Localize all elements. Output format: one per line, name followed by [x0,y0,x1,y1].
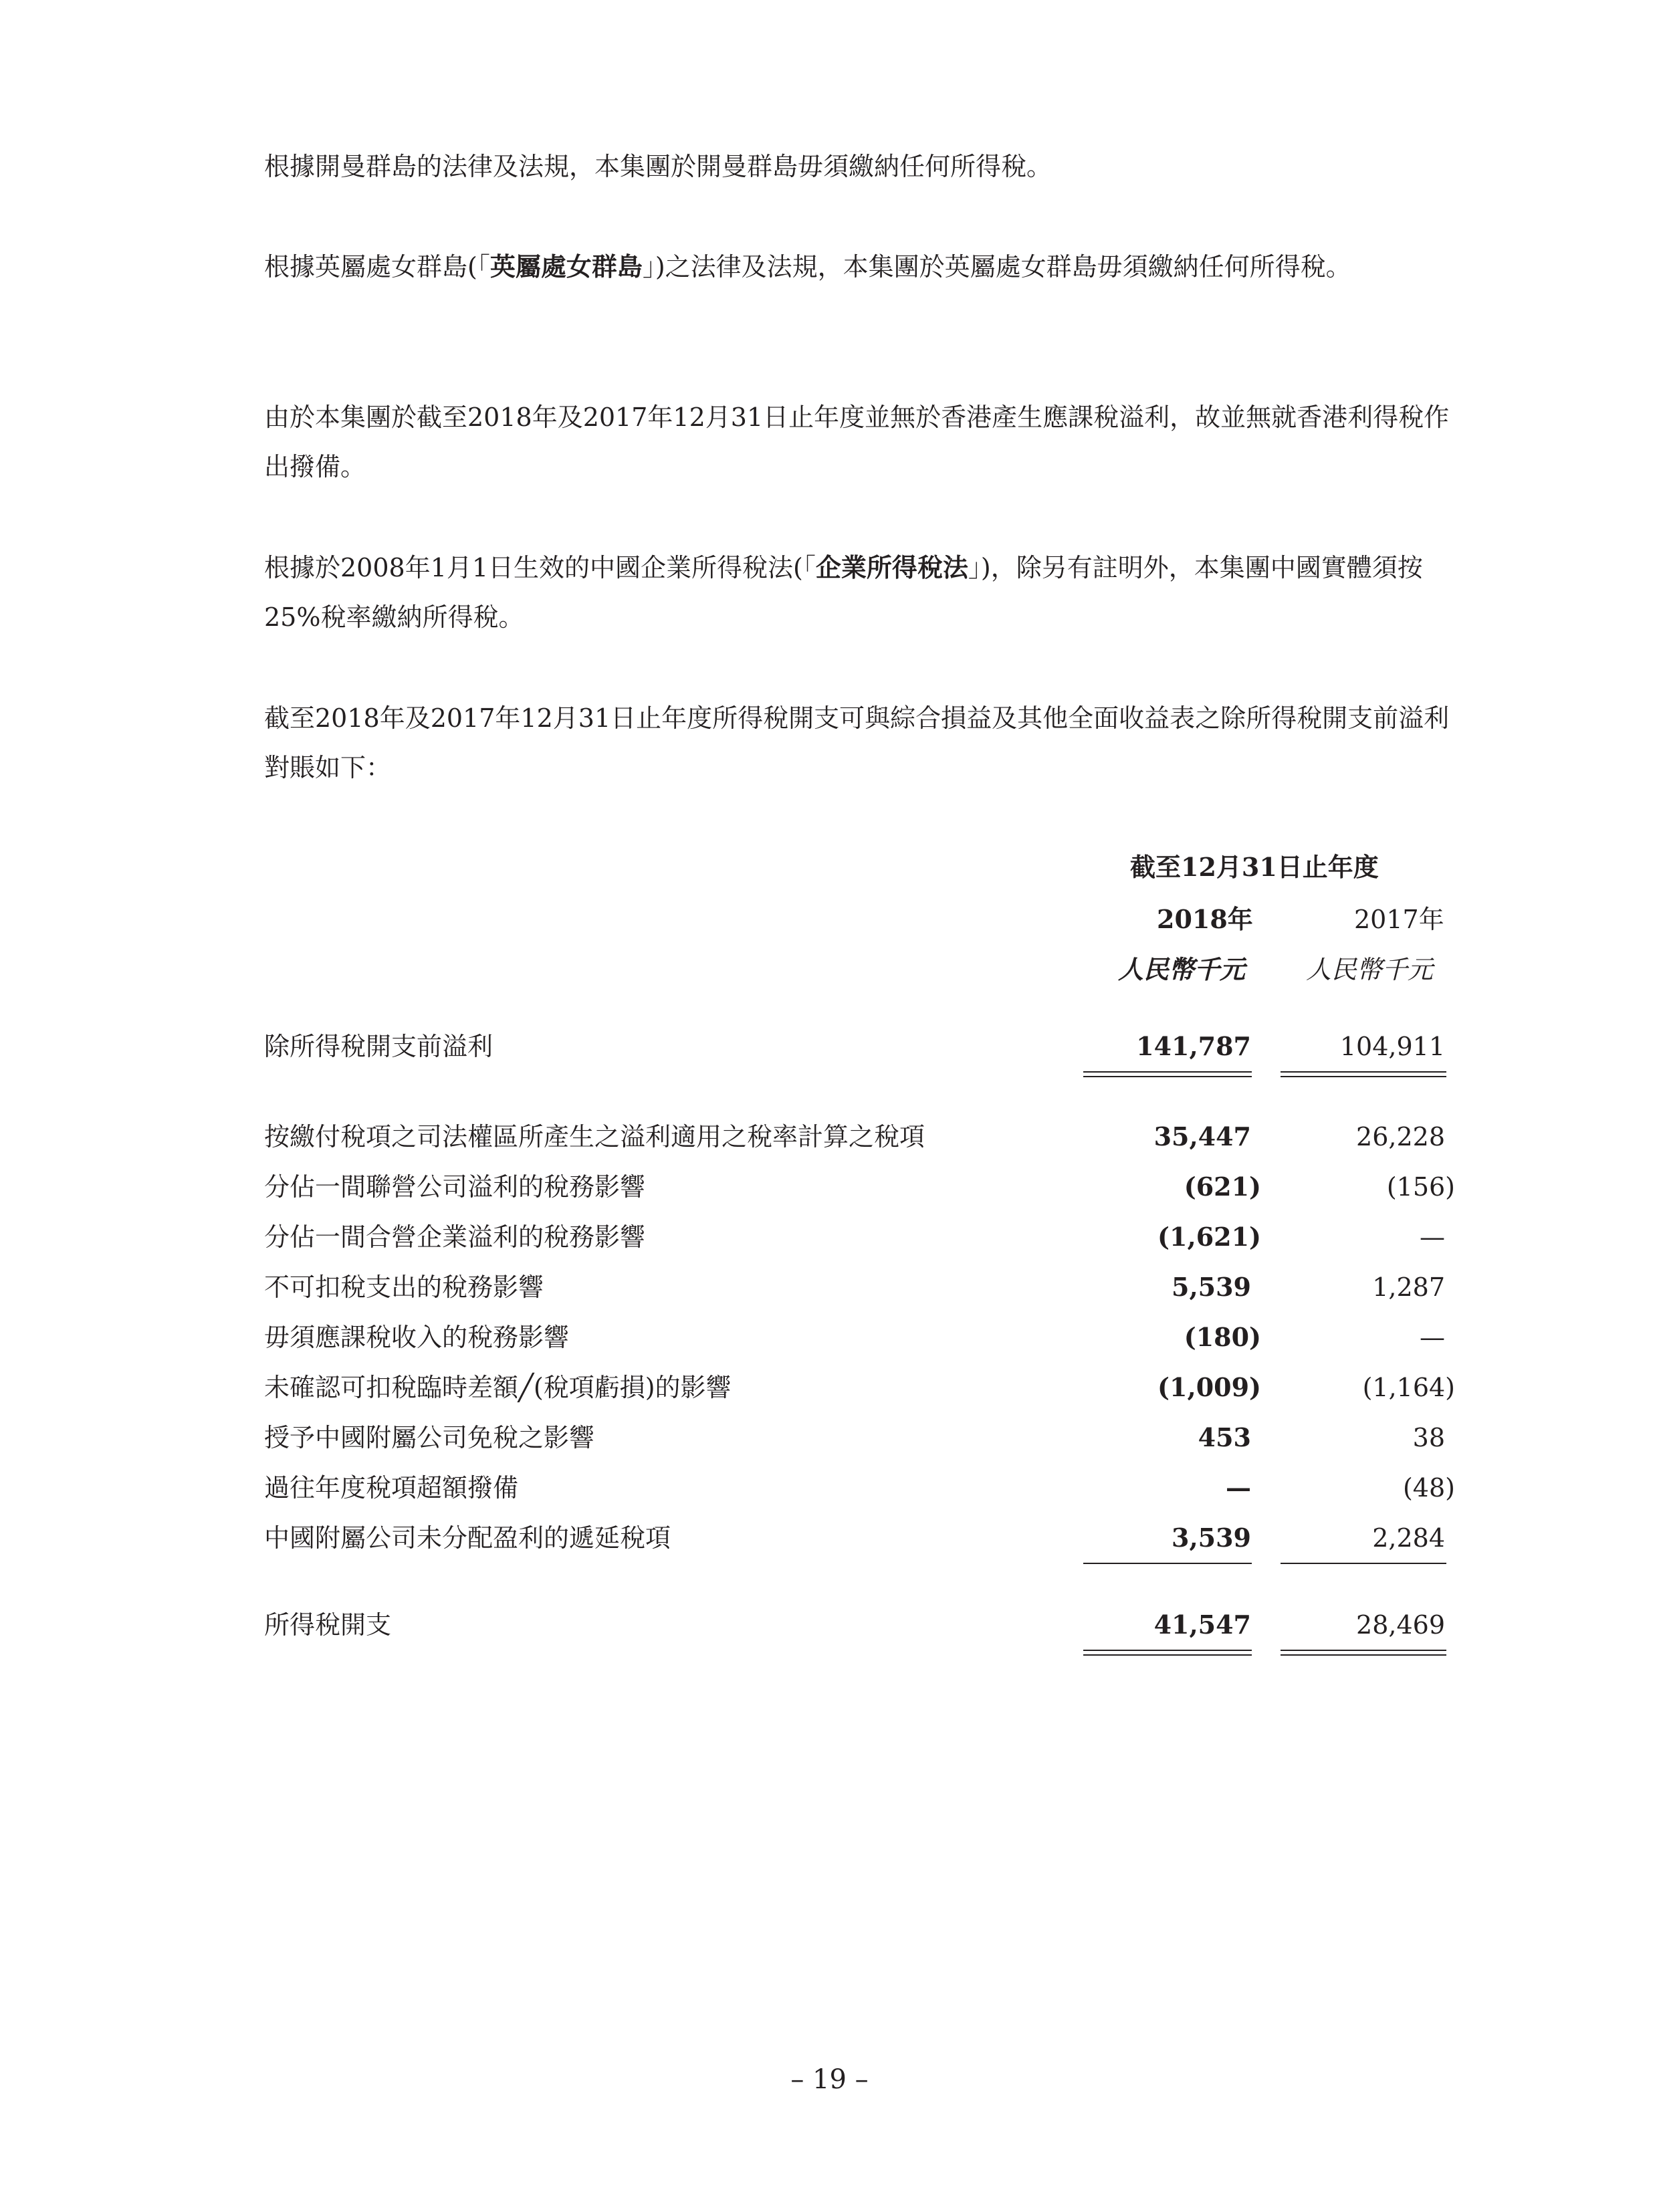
subtotal-underline [1083,1563,1252,1564]
paragraph-text: 根據英屬處女群島(「 [264,252,490,282]
double-underline [1281,1650,1446,1651]
value-2017-income-tax-expense: 28,469 [1356,1610,1445,1640]
value-2018: (621) [1184,1172,1261,1202]
value-2018: (1,621) [1157,1222,1261,1252]
value-2018: 453 [1198,1422,1251,1452]
double-underline [1083,1071,1252,1073]
value-2018: 35,447 [1153,1121,1251,1151]
paragraph-text: 」)，除另有註明外，本集團中國實體須按25%稅率繳納所得稅。 [264,553,1423,632]
row-label: 過往年度稅項超額撥備 [264,1473,519,1503]
value-2018: — [1226,1472,1251,1503]
paragraph-text: 根據於2008年1月1日生效的中國企業所得稅法(「 [264,553,816,582]
value-2017: (156) [1386,1172,1455,1202]
double-underline [1281,1076,1446,1077]
row-label-profit-before-tax: 除所得稅開支前溢利 [264,1032,493,1061]
row-label: 授予中國附屬公司免稅之影響 [264,1423,595,1452]
value-2017: — [1420,1222,1445,1252]
value-2018-income-tax-expense: 41,547 [1153,1610,1251,1640]
year-2018-header: 2018年 [1157,904,1253,934]
row-label: 毋須應課稅收入的稅務影響 [264,1323,570,1352]
row-label: 分佔一間合營企業溢利的稅務影響 [264,1222,646,1252]
double-underline [1281,1071,1446,1073]
value-2018: 5,539 [1172,1272,1251,1302]
double-underline [1281,1654,1446,1656]
unit-2018-header: 人民幣千元 [1118,954,1246,984]
value-2018: (1,009) [1157,1372,1261,1402]
row-label-income-tax-expense: 所得稅開支 [264,1610,392,1640]
value-2017-profit-before-tax: 104,911 [1339,1032,1445,1061]
double-underline [1083,1650,1252,1651]
row-label: 中國附屬公司未分配盈利的遞延稅項 [264,1523,671,1553]
value-2017: 26,228 [1356,1122,1445,1151]
value-2017: 1,287 [1372,1273,1445,1302]
value-2017: 38 [1412,1423,1445,1452]
unit-2017-header: 人民幣千元 [1306,955,1434,984]
page-number: – 19 – [790,2064,869,2095]
paragraph-text: 」)之法律及法規，本集團於英屬處女群島毋須繳納任何所得稅。 [642,252,1351,282]
defined-term: 企業所得稅法 [815,553,968,582]
value-2018-profit-before-tax: 141,787 [1136,1031,1251,1061]
row-label: 分佔一間聯營公司溢利的稅務影響 [264,1172,646,1202]
value-2018: (180) [1184,1322,1261,1352]
paragraph-text: 根據開曼群島的法律及法規，本集團於開曼群島毋須繳納任何所得稅。 [264,152,1053,181]
row-label: 未確認可扣稅臨時差額╱(稅項虧損)的影響 [264,1373,732,1402]
double-underline [1083,1076,1252,1077]
double-underline [1083,1654,1252,1656]
value-2018: 3,539 [1172,1523,1251,1553]
subtotal-underline [1281,1563,1446,1564]
year-2017-header: 2017年 [1354,905,1444,934]
value-2017: 2,284 [1372,1523,1445,1553]
value-2017: — [1420,1323,1445,1352]
paragraph-text: 由於本集團於截至2018年及2017年12月31日止年度並無於香港產生應課稅溢利，故並無就香港利得稅作出撥備。 [264,403,1450,481]
value-2017: (48) [1402,1473,1455,1503]
row-label: 按繳付稅項之司法權區所產生之溢利適用之稅率計算之稅項 [264,1122,925,1151]
defined-term: 英屬處女群島 [489,252,643,282]
row-label: 不可扣稅支出的稅務影響 [264,1273,544,1302]
period-header: 截至12月31日止年度 [1130,852,1379,882]
paragraph-text: 截至2018年及2017年12月31日止年度所得稅開支可與綜合損益及其他全面收益表之除所得稅開支前溢利對賬如下： [264,703,1450,782]
value-2017: (1,164) [1362,1373,1455,1402]
